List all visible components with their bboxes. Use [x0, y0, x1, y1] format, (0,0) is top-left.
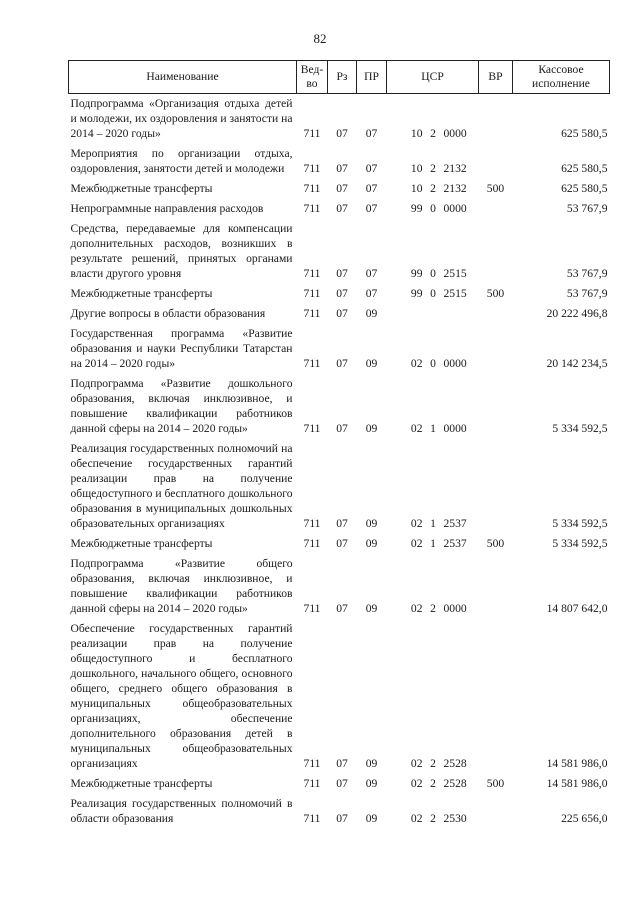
row-amount: 20 222 496,8	[546, 307, 608, 320]
row-amount: 5 334 592,5	[552, 517, 608, 530]
row-csr-subprogram: 0	[430, 267, 436, 280]
row-csr-program: 10	[410, 127, 423, 140]
row-ved: 711	[303, 517, 321, 530]
row-rz: 07	[336, 357, 348, 370]
row-rz: 07	[336, 602, 348, 615]
row-csr-item: 0000	[443, 202, 467, 215]
table-row	[69, 374, 610, 439]
row-ved: 711	[303, 422, 321, 435]
row-rz: 07	[336, 287, 348, 300]
row-name: Другие вопросы в области образования	[70, 307, 266, 320]
row-pr: 09	[365, 777, 378, 790]
row-pr: 09	[365, 757, 378, 770]
table-row	[69, 144, 610, 179]
table-row	[69, 284, 610, 304]
header-rz: Рз	[328, 61, 357, 94]
row-csr-program: 02	[410, 812, 423, 825]
row-amount: 53 767,9	[566, 287, 608, 300]
row-pr: 07	[365, 127, 378, 140]
row-csr-program: 02	[410, 357, 423, 370]
row-csr-item: 2530	[443, 812, 467, 825]
row-vr: 500	[486, 537, 505, 550]
row-csr-subprogram: 1	[430, 517, 436, 530]
row-csr-subprogram: 2	[430, 162, 436, 175]
row-csr-item: 0000	[443, 127, 467, 140]
row-csr-program: 10	[410, 162, 423, 175]
row-csr-subprogram: 2	[430, 127, 436, 140]
row-csr-item: 2528	[443, 757, 467, 770]
row-csr-item: 0000	[443, 602, 467, 615]
row-ved: 711	[303, 757, 321, 770]
row-name: Средства, передаваемые для компенсации дополнительных расходов, возникших в результате решений, принятых органами власти другого уровня	[70, 222, 293, 280]
row-csr-subprogram	[425, 304, 442, 324]
row-csr-program: 02	[410, 537, 423, 550]
table-row	[69, 794, 610, 829]
row-vr	[479, 304, 513, 324]
row-pr: 07	[365, 267, 378, 280]
row-name: Реализация государственных полномочий в области образования	[70, 797, 293, 825]
row-ved: 711	[303, 812, 321, 825]
row-ved: 711	[303, 307, 321, 320]
row-amount: 625 580,5	[561, 162, 608, 175]
row-csr-subprogram: 0	[430, 202, 436, 215]
row-vr: 500	[486, 777, 505, 790]
row-ved: 711	[303, 202, 321, 215]
row-amount: 625 580,5	[561, 182, 608, 195]
row-vr	[479, 619, 513, 774]
row-ved: 711	[303, 287, 321, 300]
row-csr-program: 99	[410, 287, 423, 300]
table-row	[69, 324, 610, 374]
row-vr	[479, 439, 513, 534]
row-csr-program: 99	[410, 202, 423, 215]
row-ved: 711	[303, 537, 321, 550]
row-csr-subprogram: 1	[430, 537, 436, 550]
row-pr: 09	[365, 422, 378, 435]
row-pr: 09	[365, 602, 378, 615]
row-csr-subprogram: 2	[430, 602, 436, 615]
row-pr: 09	[365, 537, 378, 550]
row-csr-item: 0000	[443, 357, 467, 370]
row-rz: 07	[336, 422, 348, 435]
row-ved: 711	[303, 127, 321, 140]
row-vr	[479, 374, 513, 439]
row-pr: 09	[365, 812, 378, 825]
row-ved: 711	[303, 602, 321, 615]
row-pr: 09	[365, 357, 378, 370]
row-csr-subprogram: 2	[430, 812, 436, 825]
row-csr-item	[442, 304, 479, 324]
row-vr: 500	[486, 287, 505, 300]
row-pr: 09	[365, 307, 378, 320]
row-amount: 14 581 986,0	[546, 757, 608, 770]
row-vr	[479, 219, 513, 284]
row-rz: 07	[336, 517, 348, 530]
row-csr-program: 02	[410, 517, 423, 530]
row-vr: 500	[486, 182, 505, 195]
row-name: Межбюджетные трансферты	[70, 777, 213, 790]
row-pr: 07	[365, 162, 378, 175]
row-csr-program: 02	[410, 602, 423, 615]
row-csr-item: 0000	[443, 422, 467, 435]
row-rz: 07	[336, 202, 348, 215]
row-csr-subprogram: 2	[430, 777, 436, 790]
row-vr	[479, 94, 513, 145]
header-amount: Кассовое исполнение	[513, 61, 610, 94]
row-vr	[479, 324, 513, 374]
table-row	[69, 199, 610, 219]
row-pr: 07	[365, 182, 378, 195]
row-amount: 5 334 592,5	[552, 422, 608, 435]
row-csr-subprogram: 0	[430, 287, 436, 300]
row-name: Межбюджетные трансферты	[70, 537, 213, 550]
table-row	[69, 304, 610, 324]
row-rz: 07	[336, 267, 348, 280]
row-rz: 07	[336, 182, 348, 195]
row-ved: 711	[303, 162, 321, 175]
row-csr-program: 99	[410, 267, 423, 280]
row-name: Подпрограмма «Развитие общего образования, включая инклюзивное, и повышение квалификации работников данной сферы на 2014 – 2020 годы»	[70, 557, 293, 615]
row-csr-subprogram: 1	[430, 422, 436, 435]
row-vr	[479, 144, 513, 179]
header-vr: ВР	[479, 61, 513, 94]
budget-table	[68, 60, 610, 829]
table-row	[69, 439, 610, 534]
row-rz: 07	[336, 162, 348, 175]
table-row	[69, 534, 610, 554]
row-vr	[479, 554, 513, 619]
table-row	[69, 179, 610, 199]
row-rz: 07	[336, 307, 348, 320]
row-name: Мероприятия по организации отдыха, оздоровления, занятости детей и молодежи	[70, 147, 293, 175]
row-pr: 09	[365, 517, 378, 530]
row-csr-subprogram: 2	[430, 182, 436, 195]
row-ved: 711	[303, 182, 321, 195]
row-amount: 5 334 592,5	[552, 537, 608, 550]
row-amount: 225 656,0	[561, 812, 608, 825]
row-name: Подпрограмма «Организация отдыха детей и молодежи, их оздоровления и занятости на 2014 – 2020 годы»	[70, 97, 293, 140]
table-row	[69, 94, 610, 145]
row-csr-item: 2132	[443, 182, 467, 195]
row-amount: 14 581 986,0	[546, 777, 608, 790]
header-csr: ЦСР	[387, 61, 479, 94]
row-vr	[479, 794, 513, 829]
row-name: Государственная программа «Развитие образования и науки Республики Татарстан на 2014 – 2020 годы»	[70, 327, 293, 370]
row-amount: 14 807 642,0	[546, 602, 608, 615]
row-csr-item: 2515	[443, 267, 467, 280]
row-pr: 07	[365, 202, 378, 215]
row-name: Обеспечение государственных гарантий реализации прав на получение общедоступного и бесплатного дошкольного, начального общего, основного общего, среднего общего образования в муниципальных общеобразовательных организациях, обеспечение дополнительного образования детей в муниципальных общеобразовательных организациях	[70, 622, 293, 770]
row-rz: 07	[336, 812, 348, 825]
row-pr: 07	[365, 287, 378, 300]
row-csr-program: 02	[410, 422, 423, 435]
row-rz: 07	[336, 777, 348, 790]
row-vr	[479, 199, 513, 219]
row-ved: 711	[303, 267, 321, 280]
row-csr-program	[387, 304, 425, 324]
row-name: Межбюджетные трансферты	[70, 182, 213, 195]
row-rz: 07	[336, 757, 348, 770]
row-name: Подпрограмма «Развитие дошкольного образования, включая инклюзивное, и повышение квалификации работников данной сферы на 2014 – 2020 годы»	[70, 377, 293, 435]
page-number: 82	[313, 31, 327, 46]
row-amount: 20 142 234,5	[546, 357, 608, 370]
table-row	[69, 619, 610, 774]
table-header-row	[69, 61, 610, 94]
row-csr-program: 02	[410, 757, 423, 770]
row-ved: 711	[303, 357, 321, 370]
row-csr-item: 2537	[443, 537, 467, 550]
row-rz: 07	[336, 537, 348, 550]
row-rz: 07	[336, 127, 348, 140]
row-csr-item: 2528	[443, 777, 467, 790]
row-amount: 53 767,9	[566, 267, 608, 280]
row-amount: 625 580,5	[561, 127, 608, 140]
row-csr-subprogram: 0	[430, 357, 436, 370]
table-body	[69, 94, 610, 830]
row-ved: 711	[303, 777, 321, 790]
header-ved: Вед-во	[297, 61, 328, 94]
row-csr-item: 2132	[443, 162, 467, 175]
row-csr-program: 02	[410, 777, 423, 790]
header-name: Наименование	[69, 61, 297, 94]
row-amount: 53 767,9	[566, 202, 608, 215]
table-row	[69, 774, 610, 794]
table-row	[69, 219, 610, 284]
row-name: Межбюджетные трансферты	[70, 287, 213, 300]
row-csr-item: 2515	[443, 287, 467, 300]
row-csr-program: 10	[410, 182, 423, 195]
header-pr: ПР	[357, 61, 387, 94]
row-csr-subprogram: 2	[430, 757, 436, 770]
row-csr-item: 2537	[443, 517, 467, 530]
row-name: Непрограммные направления расходов	[70, 202, 264, 215]
table-row	[69, 554, 610, 619]
row-name: Реализация государственных полномочий на обеспечение государственных гарантий реализации прав на получение общедоступного и бесплатного дошкольного образования в муниципальных дошкольных образовательных организациях	[70, 442, 293, 530]
